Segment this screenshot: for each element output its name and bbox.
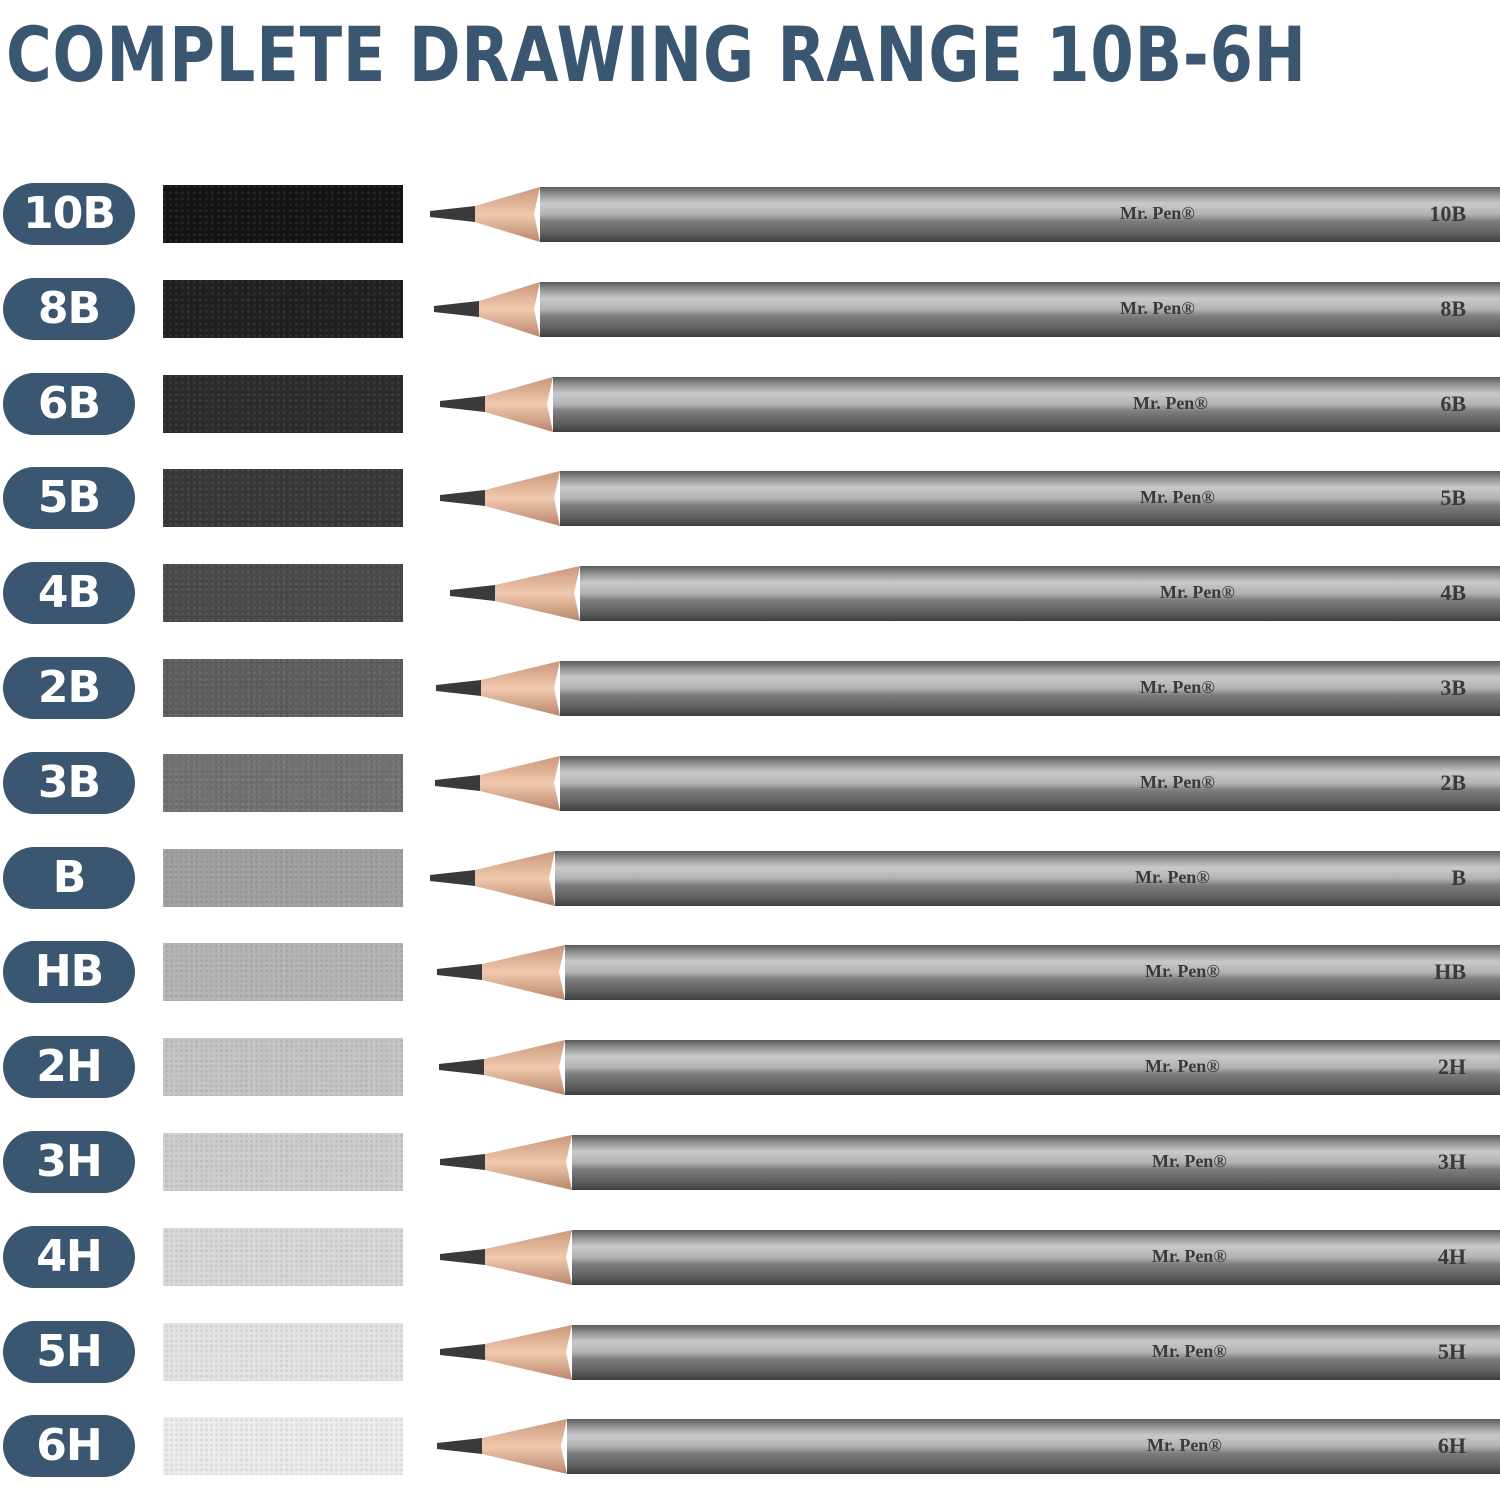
shade-swatch bbox=[163, 185, 403, 243]
pencil-wood bbox=[485, 1135, 572, 1190]
pencil-wood bbox=[475, 187, 540, 242]
grade-row bbox=[0, 369, 1500, 439]
pencil-body bbox=[555, 851, 1500, 906]
pencil-grade-label: 2B bbox=[1440, 770, 1466, 795]
pencil-wood bbox=[485, 1230, 572, 1285]
grade-badge: 4B bbox=[3, 562, 135, 624]
shade-swatch bbox=[163, 564, 403, 622]
pencil-grade-label: 5H bbox=[1437, 1339, 1466, 1364]
grade-badge: 3H bbox=[3, 1131, 135, 1193]
shade-swatch bbox=[163, 943, 403, 1001]
pencil-lead bbox=[440, 1249, 485, 1265]
pencil-wood bbox=[482, 1419, 567, 1474]
pencil-grade-label: 3B bbox=[1440, 675, 1466, 700]
brand-label: Mr. Pen® bbox=[1120, 298, 1195, 318]
pencil-body bbox=[565, 945, 1500, 1000]
pencil-wood bbox=[480, 756, 560, 811]
pencil-wood bbox=[481, 661, 560, 716]
pencil-wood bbox=[479, 282, 540, 337]
grade-row bbox=[0, 274, 1500, 344]
pencil-body bbox=[560, 661, 1500, 716]
grade-row bbox=[0, 843, 1500, 913]
grade-badge: 10B bbox=[3, 183, 135, 245]
pencil-body bbox=[560, 471, 1500, 526]
pencil-lead bbox=[434, 301, 479, 317]
pencil-body bbox=[560, 756, 1500, 811]
pencil-wood bbox=[482, 945, 565, 1000]
shade-swatch bbox=[163, 469, 403, 527]
brand-label: Mr. Pen® bbox=[1140, 487, 1215, 507]
brand-label: Mr. Pen® bbox=[1160, 582, 1235, 602]
shade-swatch bbox=[163, 659, 403, 717]
pencil-wood bbox=[485, 377, 553, 432]
pencil-wood bbox=[485, 1325, 572, 1380]
page-title: COMPLETE DRAWING RANGE 10B-6H bbox=[6, 10, 1307, 99]
shade-swatch bbox=[163, 849, 403, 907]
grade-row bbox=[0, 1127, 1500, 1197]
pencil-grade-label: 5B bbox=[1440, 485, 1466, 510]
pencil-lead bbox=[430, 206, 475, 222]
grade-badge: 4H bbox=[3, 1226, 135, 1288]
pencil-body bbox=[572, 1325, 1500, 1380]
pencil-grade-label: B bbox=[1451, 865, 1466, 890]
grade-badge: 3B bbox=[3, 752, 135, 814]
grade-row bbox=[0, 179, 1500, 249]
pencil-lead bbox=[437, 1438, 482, 1454]
shade-swatch bbox=[163, 280, 403, 338]
pencil-lead bbox=[430, 870, 475, 886]
pencil-grade-label: HB bbox=[1434, 959, 1466, 984]
grade-row bbox=[0, 1222, 1500, 1292]
brand-label: Mr. Pen® bbox=[1152, 1151, 1227, 1171]
shade-swatch bbox=[163, 754, 403, 812]
grade-badge: 2H bbox=[3, 1036, 135, 1098]
pencil-grade-label: 8B bbox=[1440, 296, 1466, 321]
pencil-grade-label: 2H bbox=[1437, 1054, 1466, 1079]
pencil-grade-label: 6H bbox=[1437, 1433, 1466, 1458]
pencil-wood bbox=[495, 566, 580, 621]
grade-badge: 8B bbox=[3, 278, 135, 340]
pencil-grade-label: 4H bbox=[1437, 1244, 1466, 1269]
brand-label: Mr. Pen® bbox=[1120, 203, 1195, 223]
pencil-body bbox=[553, 377, 1500, 432]
brand-label: Mr. Pen® bbox=[1152, 1341, 1227, 1361]
shade-swatch bbox=[163, 1417, 403, 1475]
shade-swatch bbox=[163, 1323, 403, 1381]
shade-swatch bbox=[163, 1038, 403, 1096]
brand-label: Mr. Pen® bbox=[1152, 1246, 1227, 1266]
grade-badge: 5B bbox=[3, 467, 135, 529]
pencil-body bbox=[580, 566, 1500, 621]
shade-swatch bbox=[163, 375, 403, 433]
pencil-lead bbox=[440, 396, 485, 412]
pencil-grade-label: 4B bbox=[1440, 580, 1466, 605]
grade-row bbox=[0, 653, 1500, 723]
pencil-wood bbox=[485, 471, 560, 526]
brand-label: Mr. Pen® bbox=[1133, 393, 1208, 413]
grade-badge: HB bbox=[3, 941, 135, 1003]
pencil-body bbox=[565, 1040, 1500, 1095]
grade-badge: 2B bbox=[3, 657, 135, 719]
shade-swatch bbox=[163, 1133, 403, 1191]
shade-swatch bbox=[163, 1228, 403, 1286]
pencil-wood bbox=[484, 1040, 565, 1095]
grade-badge: B bbox=[3, 847, 135, 909]
pencil-body bbox=[572, 1230, 1500, 1285]
pencil-lead bbox=[439, 1059, 484, 1075]
pencil-lead bbox=[440, 490, 485, 506]
pencil-lead bbox=[440, 1344, 485, 1360]
pencil-grade-label: 3H bbox=[1437, 1149, 1466, 1174]
pencil-body bbox=[572, 1135, 1500, 1190]
pencil-body bbox=[540, 187, 1500, 242]
pencil-lead bbox=[437, 964, 482, 980]
brand-label: Mr. Pen® bbox=[1145, 1056, 1220, 1076]
grade-badge: 5H bbox=[3, 1321, 135, 1383]
pencil-lead bbox=[450, 585, 495, 601]
pencil-lead bbox=[440, 1154, 485, 1170]
brand-label: Mr. Pen® bbox=[1147, 1435, 1222, 1455]
pencil-wood bbox=[475, 851, 555, 906]
pencil-body bbox=[567, 1419, 1500, 1474]
grade-row bbox=[0, 558, 1500, 628]
pencil-grade-label: 6B bbox=[1440, 391, 1466, 416]
brand-label: Mr. Pen® bbox=[1140, 772, 1215, 792]
pencil-lead bbox=[435, 775, 480, 791]
grade-row bbox=[0, 463, 1500, 533]
pencil-grade-label: 10B bbox=[1429, 201, 1466, 226]
grade-row bbox=[0, 1411, 1500, 1481]
brand-label: Mr. Pen® bbox=[1145, 961, 1220, 981]
grade-row bbox=[0, 1032, 1500, 1102]
brand-label: Mr. Pen® bbox=[1135, 867, 1210, 887]
grade-row bbox=[0, 937, 1500, 1007]
brand-label: Mr. Pen® bbox=[1140, 677, 1215, 697]
grade-row bbox=[0, 748, 1500, 818]
pencil-body bbox=[540, 282, 1500, 337]
grade-badge: 6B bbox=[3, 373, 135, 435]
pencil-lead bbox=[436, 680, 481, 696]
grade-badge: 6H bbox=[3, 1415, 135, 1477]
grade-row bbox=[0, 1317, 1500, 1387]
